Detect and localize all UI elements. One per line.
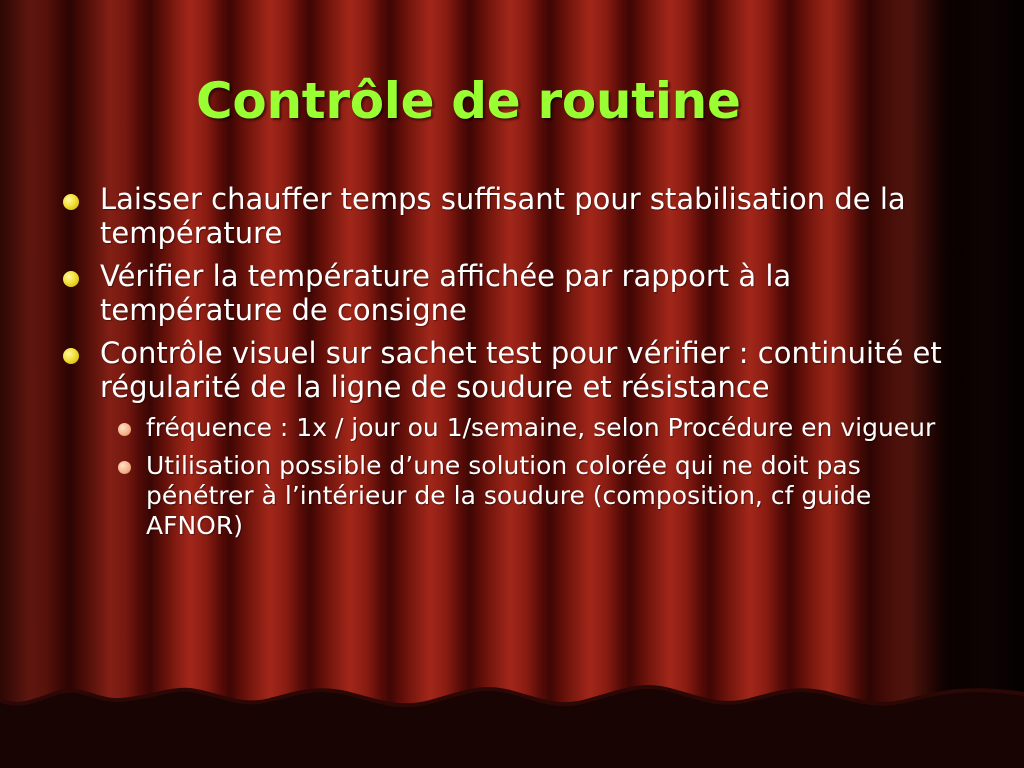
- yellow-dot-icon: [63, 194, 79, 210]
- bullet-item: [60, 259, 960, 327]
- yellow-dot-icon: [63, 271, 79, 287]
- sub-bullet-text: Utilisation possible d’une solution colorée qui ne doit pas pénétrer à l’intérieur de la soudure (composition, cf guide AFNOR): [146, 451, 872, 540]
- bullet-item: [60, 182, 960, 250]
- slide-title: Contrôle de routine: [196, 72, 741, 130]
- yellow-dot-icon: [63, 348, 79, 364]
- bullet-text: Laisser chauffer temps suffisant pour stabilisation de la température: [100, 182, 906, 250]
- sub-bullet-item: [60, 413, 960, 443]
- bullet-list: [60, 182, 960, 549]
- sub-bullet-text: fréquence : 1x / jour ou 1/semaine, selon Procédure en vigueur: [146, 413, 936, 442]
- curtain-hem: [0, 680, 1024, 768]
- bullet-text: Contrôle visuel sur sachet test pour vérifier : continuité et régularité de la ligne de soudure et résistance: [100, 336, 942, 404]
- peach-dot-icon: [118, 423, 131, 436]
- sub-bullet-item: [60, 451, 960, 541]
- bullet-text: Vérifier la température affichée par rapport à la température de consigne: [100, 259, 792, 327]
- bullet-item: [60, 336, 960, 404]
- peach-dot-icon: [118, 461, 131, 474]
